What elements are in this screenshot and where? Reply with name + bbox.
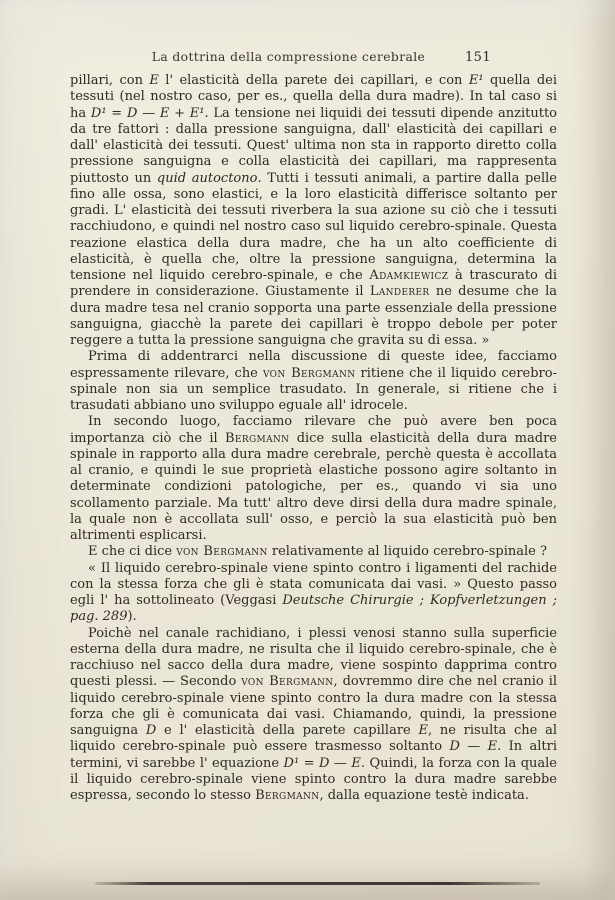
text-segment: Prima di addentrarci nella discussione di queste idee, facciamo espressamente rilevare, che xyxy=(70,349,557,381)
text-segment: E¹ xyxy=(189,105,205,121)
text-segment: ne desume che la dura madre tesa nel cranio sopporta una parte essenziale della pressione sanguigna, giacchè la parete dei capillari è troppo debole per poter reggere a tutta la pressione sanguigna che gravita su di essa. » xyxy=(70,284,557,348)
text-segment: Landerer xyxy=(369,284,430,300)
text-segment: von Bergmann xyxy=(262,365,356,381)
text-segment: von Bergmann xyxy=(241,674,334,690)
text-segment: D xyxy=(319,755,330,771)
page-number: 151 xyxy=(464,50,491,65)
text-segment: E che ci dice xyxy=(88,544,177,560)
text-segment: D xyxy=(449,739,460,755)
text-segment: E xyxy=(149,73,159,88)
text-segment: à trascurato di prendere in considerazione. Giustamente il xyxy=(70,268,558,300)
text-segment: Adamkiewicz xyxy=(369,268,449,283)
text-segment: ritiene che il liquido cerebro-spinale non sia un semplice trasudato. In generale, si ritiene che i trasudati abbiano uno sviluppo eguale all' idrocele. xyxy=(70,365,557,413)
page-header xyxy=(70,50,557,64)
text-segment: , dovremmo dire che nel cranio il liquido cerebro-spinale viene spinto contro la dura madre con la stessa forza che gli è comunicata dai vasi. Chiamando, quindi, la pressione sanguigna xyxy=(70,674,558,738)
paragraph xyxy=(70,414,557,544)
text-segment: D¹ xyxy=(283,755,300,771)
text-segment: — xyxy=(329,755,352,771)
text-segment: = xyxy=(299,755,319,771)
paragraph xyxy=(70,544,557,560)
text-segment: E xyxy=(351,755,361,771)
text-segment: . La tensione nei liquidi dei tessuti dipende anzitutto da tre fattori : dalla pressione sanguigna, dall' elasticità dei capillari e dall' elasticità dei tessuti. Quest' ultima non sta in rapporto diretto colla pressione sanguigna e colla elasticità dei capillari, ma rappresenta piuttosto un xyxy=(70,105,557,186)
text-block xyxy=(70,73,557,804)
running-head-title: La dottrina della compressione cerebrale xyxy=(151,50,426,64)
paragraph xyxy=(70,561,557,626)
text-segment: ). xyxy=(127,609,137,625)
text-segment: D xyxy=(145,723,157,738)
text-segment: e l' elasticità della parete capillare xyxy=(156,723,419,738)
text-segment: In secondo luogo, facciamo rilevare che può avere ben poca importanza ciò che il xyxy=(70,414,557,446)
text-segment: — xyxy=(137,105,160,121)
text-segment: D xyxy=(126,105,138,121)
text-segment: E xyxy=(159,105,170,121)
text-segment: + xyxy=(169,105,190,121)
paragraph xyxy=(70,349,557,414)
text-segment: E xyxy=(418,723,428,738)
text-segment: D¹ xyxy=(90,105,107,121)
text-segment: relativamente al liquido cerebro-spinale ? xyxy=(267,544,547,560)
text-segment: « Il liquido cerebro-spinale viene spinto contro i ligamenti del rachide con la stessa forza che gli è stata comunicata dai vasi. » Questo passo egli l' ha sottolineato (Veggasi xyxy=(70,560,557,608)
text-segment: E¹ xyxy=(468,73,484,88)
text-segment: Bergmann xyxy=(255,788,320,803)
text-segment: Poichè nel canale rachidiano, i plessi venosi stanno sulla superficie esterna della dura madre, ne risulta che il liquido cerebro-spinale, che è racchiuso nel sacco della dura madre, viene sospinto dapprima contro questi plessi. — Secondo xyxy=(70,625,557,690)
text-segment: l' elasticità della parete dei capillari, e con xyxy=(158,73,469,88)
text-segment: . Tutti i tessuti animali, a partire dalla pelle fino alle ossa, sono elastici, e la loro elasticità differisce soltanto per gradi. L' elasticità dei tessuti riverbera la sua azione su ciò che i tessuti racchiudono, e quindi nel nostro caso sul liquido cerebro-spinale. Questa reazione elastica della dura madre, che ha un alto coefficiente di elasticità, è quella che, oltre la pressione sanguigna, determina la tensione nel liquido cerebro-spinale, e che xyxy=(70,170,558,283)
text-segment: . Quindi, la forza con la quale il liquido cerebro-spinale viene spinto contro la dura madre sarebbe espressa, secondo lo stesso xyxy=(70,755,557,803)
text-segment: Bergmann xyxy=(225,430,290,446)
text-segment: von Bergmann xyxy=(176,544,268,560)
text-segment: quid autoctono xyxy=(156,170,258,186)
text-segment: pillari, con xyxy=(70,73,150,88)
text-segment: . In altri termini, vi sarebbe l' equazione xyxy=(70,739,557,771)
paragraph xyxy=(70,626,557,805)
text-segment: — xyxy=(459,739,488,755)
text-segment: , dalla equazione testè indicata. xyxy=(319,788,529,803)
text-segment: dice sulla elasticità della dura madre spinale in rapporto alla dura madre cerebrale, perchè questa è accollata al cranio, e quindi le sue proprietà elastiche possono agire soltanto in determinate condizioni patologiche, per es., quando vi sia uno scollamento parziale. Ma tutt' altro deve dirsi della dura madre spinale, la quale non è accollata sull' osso, e perciò la sua elasticità può ben altrimenti esplicarsi. xyxy=(70,430,557,543)
text-segment: Deutsche Chirurgie ; Kopfverletzungen ; pag. 289 xyxy=(70,593,557,625)
scan-artifact-line xyxy=(95,882,540,885)
paragraph xyxy=(70,73,557,349)
text-segment: quella dei tessuti (nel nostro caso, per es., quella della dura madre). In tal caso si ha xyxy=(70,73,557,121)
text-segment: = xyxy=(106,105,127,121)
text-segment: , ne risulta che al liquido cerebro-spinale può essere trasmesso soltanto xyxy=(70,723,557,755)
text-segment: E xyxy=(487,739,498,755)
